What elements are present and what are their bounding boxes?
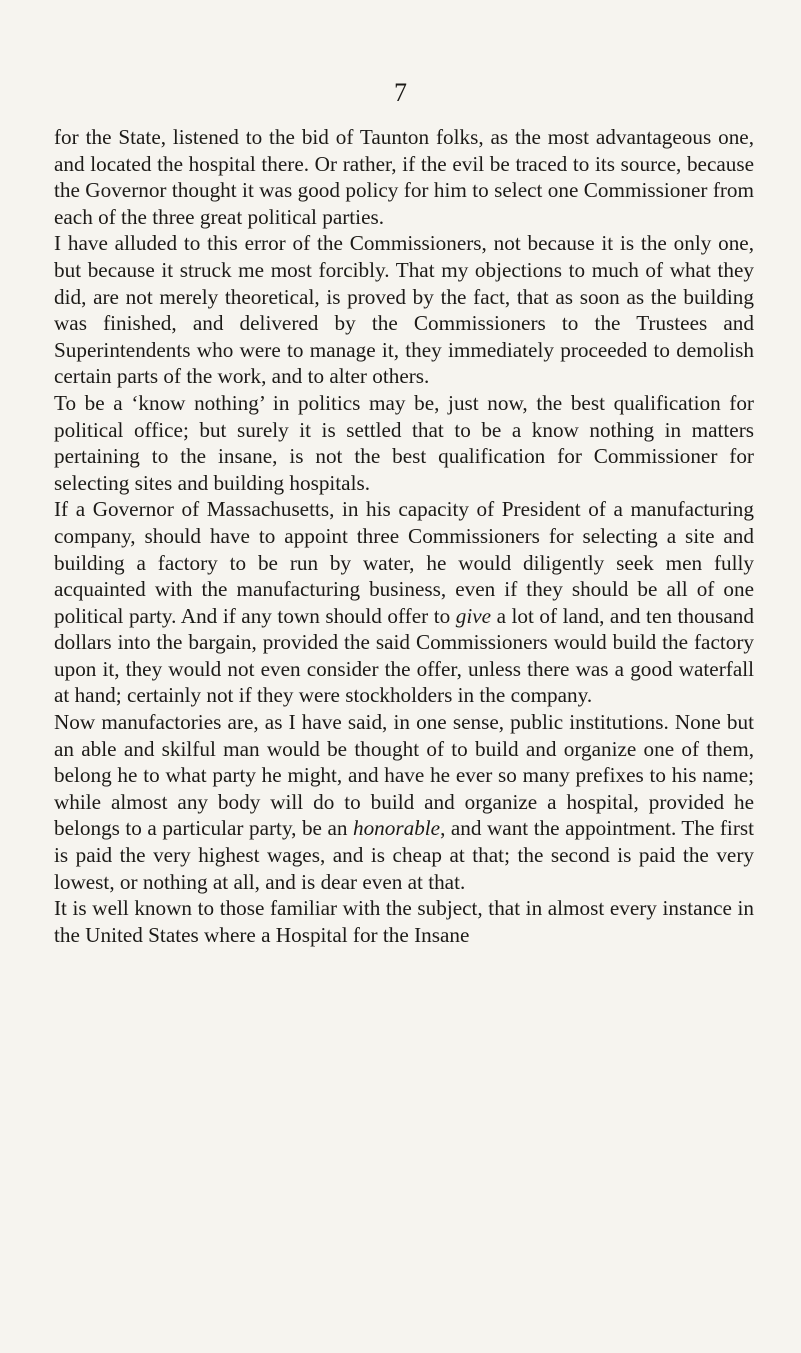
paragraph-text: for the State, listened to the bid of Taunton folks, as the most advantageous one, and located the hospital there. Or rather, if the evil be traced to its source, because the Governor thought it was good policy for him to select one Commissioner from each of the three great political parties. (54, 125, 754, 229)
paragraph-text: a lot of land, and ten thousand dollars into the bargain, provided the said Commissioners would build the factory upon it, they would not even consider the offer, unless there was a good waterfall at hand; certainly not if they were stockholders in the company. (54, 603, 754, 708)
paragraph-1 (54, 124, 754, 230)
emphasized-word: honorable (352, 816, 441, 841)
paragraph-2 (54, 230, 754, 390)
paragraph-text: , and want the appointment. The first is paid the very highest wages, and is cheap at that; the second is paid the very lowest, or nothing at all, and is dear even at that. (54, 816, 755, 894)
paragraph-text: I have alluded to this error of the Commissioners, not because it is the only one, but because it struck me most forcibly. That my objections to much of what they did, are not merely theoretical, is proved by the fact, that as soon as the building was finished, and delivered by the Commissioners to the Trustees and Superintendents who were to manage it, they immediately proceeded to demolish certain parts of the work, and to alter others. (54, 231, 754, 389)
page-number: 7 (394, 78, 407, 107)
paragraph-text: To be a ‘know nothing’ in politics may be, just now, the best qualification for political office; but surely it is settled that to be a know nothing in matters pertaining to the insane, is not the best qualification for Commissioner for selecting sites and building hospitals. (54, 390, 754, 495)
paragraph-5 (54, 709, 754, 895)
paragraph-6 (54, 895, 754, 948)
paragraph-text: If a Governor of Massachusetts, in his capacity of President of a manufacturing company, should have to appoint three Commissioners for selecting a site and building a factory to be run by water, he would diligently seek men fully acquainted with the manufacturing business, even if they should be all of one political party. And if any town should offer to (54, 497, 754, 628)
paragraph-text: Now manufactories are, as I have said, in one sense, public institutions. None but an able and skilful man would be thought of to build and organize one of them, belong he to what party he might, and have he ever so many prefixes to his name; while almost any body will do to build and organize a hospital, provided he belongs to a particular party, be an (54, 710, 754, 841)
paragraph-4 (54, 496, 754, 709)
emphasized-word: give (455, 603, 492, 628)
paragraph-text: It is well known to those familiar with the subject, that in almost every instance in the United States where a Hospital for the Insane (54, 896, 754, 947)
body-text (54, 124, 754, 948)
paragraph-3 (54, 390, 754, 496)
